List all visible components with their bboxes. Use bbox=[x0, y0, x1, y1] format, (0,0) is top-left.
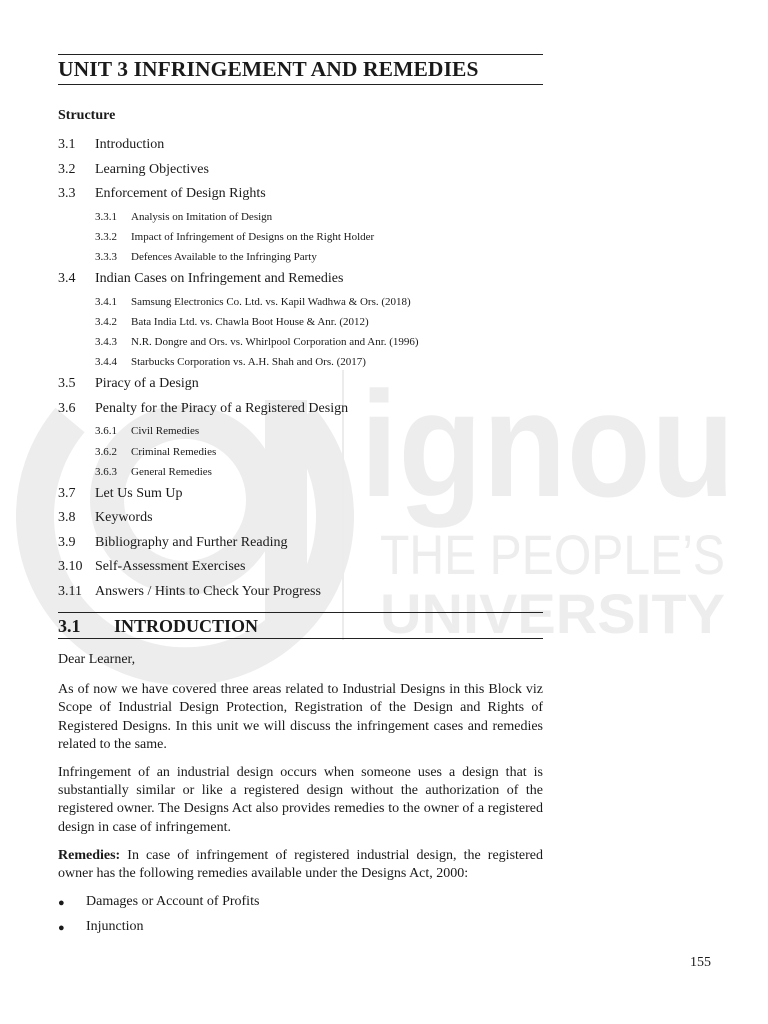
toc-number: 3.10 bbox=[58, 559, 83, 575]
toc-number: 3.3 bbox=[58, 186, 76, 201]
list-item-text: Damages or Account of Profits bbox=[86, 894, 260, 910]
toc-item-3-4-4 bbox=[58, 352, 543, 372]
toc-item-3-11 bbox=[58, 580, 543, 605]
remedies-text: In case of infringement of registered industrial design, the registered owner has the following remedies available under the Designs Act, 2000: bbox=[58, 847, 543, 882]
watermark-ignou-text: ignou bbox=[360, 360, 735, 528]
toc-number: 3.8 bbox=[58, 510, 76, 526]
structure-heading: Structure bbox=[58, 108, 116, 123]
toc-number: 3.9 bbox=[58, 534, 76, 550]
remedies-list bbox=[58, 893, 543, 943]
toc-number: 3.11 bbox=[58, 583, 82, 599]
toc-label: Indian Cases on Infringement and Remedies bbox=[95, 271, 344, 287]
toc-number: 3.5 bbox=[58, 376, 76, 392]
toc-number: 3.4 bbox=[58, 271, 76, 287]
toc-item-3-7 bbox=[58, 482, 543, 507]
bullet-icon: ● bbox=[58, 922, 65, 935]
toc-item-3-3 bbox=[58, 182, 543, 207]
watermark-peoples-text: THE PEOPLE’S bbox=[380, 523, 725, 586]
toc-label: Starbucks Corporation vs. A.H. Shah and Ors. (2017) bbox=[131, 356, 366, 369]
toc-label: Piracy of a Design bbox=[95, 376, 199, 392]
toc-item-3-9 bbox=[58, 531, 543, 556]
toc-item-3-5 bbox=[58, 372, 543, 397]
toc-item-3-10 bbox=[58, 555, 543, 580]
toc-number: 3.4.4 bbox=[95, 356, 117, 369]
remedies-label: Remedies: bbox=[58, 847, 121, 863]
paragraph-intro: As of now we have covered three areas related to Industrial Designs in this Block viz Scope of Industrial Design Protection, Registration of the Design and Rights of Registered Designs. In this unit we will discuss the infringement cases and remedies related to the same. bbox=[58, 682, 543, 752]
toc-item-3-6-1 bbox=[58, 421, 543, 441]
toc-label: Impact of Infringement of Designs on the Right Holder bbox=[131, 230, 375, 243]
toc-label: Introduction bbox=[95, 137, 165, 152]
paragraph-infringement: Infringement of an industrial design occurs when someone uses a design that is substantially similar or like a registered design without the authorization of the registered owner. The Designs Act also provides remedies to the owner of a registered design in case of infringement. bbox=[58, 765, 543, 835]
toc-label: Self-Assessment Exercises bbox=[95, 559, 246, 575]
section-number: 3.1 bbox=[58, 616, 81, 636]
toc-number: 3.3.1 bbox=[95, 210, 117, 223]
toc-number: 3.2 bbox=[58, 161, 76, 177]
toc-label: Learning Objectives bbox=[95, 161, 209, 177]
toc-item-3-1 bbox=[58, 133, 543, 158]
toc-label: General Remedies bbox=[131, 465, 212, 478]
toc-label: Bata India Ltd. vs. Chawla Boot House & Anr. (2012) bbox=[131, 315, 369, 328]
toc-item-3-4 bbox=[58, 267, 543, 292]
toc-label: Defences Available to the Infringing Party bbox=[131, 250, 317, 263]
section-title: INTRODUCTION bbox=[114, 616, 259, 636]
toc-label: Enforcement of Design Rights bbox=[95, 186, 266, 201]
paragraph-remedies bbox=[58, 847, 543, 883]
list-item bbox=[58, 893, 543, 918]
toc-label: Keywords bbox=[95, 510, 153, 526]
toc-label: Let Us Sum Up bbox=[95, 485, 183, 501]
toc-item-3-3-3 bbox=[58, 247, 543, 267]
toc-item-3-3-2 bbox=[58, 227, 543, 247]
toc-label: Bibliography and Further Reading bbox=[95, 534, 288, 550]
toc-number: 3.3.3 bbox=[95, 250, 117, 263]
toc-item-3-6-2 bbox=[58, 442, 543, 462]
title-bottom-rule bbox=[58, 84, 543, 85]
toc-item-3-6-3 bbox=[58, 462, 543, 482]
toc-item-3-4-2 bbox=[58, 312, 543, 332]
watermark-university-text: UNIVERSITY bbox=[380, 582, 725, 645]
list-item bbox=[58, 918, 543, 943]
section-bottom-rule bbox=[58, 638, 543, 639]
title-top-rule bbox=[58, 54, 543, 55]
toc-number: 3.1 bbox=[58, 137, 76, 152]
toc-item-3-2 bbox=[58, 158, 543, 183]
bullet-icon: ● bbox=[58, 897, 65, 910]
toc-label: Civil Remedies bbox=[131, 425, 200, 438]
toc-label: Answers / Hints to Check Your Progress bbox=[95, 583, 321, 599]
toc-number: 3.4.2 bbox=[95, 315, 117, 328]
toc-number: 3.7 bbox=[58, 485, 76, 501]
toc-number: 3.4.1 bbox=[95, 295, 117, 308]
toc-item-3-8 bbox=[58, 506, 543, 531]
unit-title: UNIT 3 INFRINGEMENT AND REMEDIES bbox=[58, 57, 479, 81]
toc-number: 3.6 bbox=[58, 400, 76, 416]
salutation: Dear Learner, bbox=[58, 652, 136, 667]
toc-number: 3.6.1 bbox=[95, 425, 117, 438]
toc-number: 3.4.3 bbox=[95, 335, 117, 348]
toc-number: 3.6.3 bbox=[95, 465, 117, 478]
page-number: 155 bbox=[690, 955, 711, 970]
section-top-rule bbox=[58, 612, 543, 613]
section-heading bbox=[58, 616, 258, 637]
toc-item-3-4-1 bbox=[58, 292, 543, 312]
body-text bbox=[58, 651, 543, 943]
table-of-contents bbox=[58, 133, 543, 604]
toc-label: N.R. Dongre and Ors. vs. Whirlpool Corporation and Anr. (1996) bbox=[131, 335, 419, 348]
toc-label: Analysis on Imitation of Design bbox=[131, 210, 273, 223]
toc-number: 3.6.2 bbox=[95, 445, 117, 458]
toc-number: 3.3.2 bbox=[95, 230, 117, 243]
toc-label: Samsung Electronics Co. Ltd. vs. Kapil Wadhwa & Ors. (2018) bbox=[131, 295, 411, 308]
toc-item-3-6 bbox=[58, 397, 543, 422]
toc-item-3-4-3 bbox=[58, 332, 543, 352]
toc-item-3-3-1 bbox=[58, 207, 543, 227]
toc-label: Penalty for the Piracy of a Registered Design bbox=[95, 400, 349, 416]
toc-label: Criminal Remedies bbox=[131, 445, 217, 458]
list-item-text: Injunction bbox=[86, 919, 144, 935]
